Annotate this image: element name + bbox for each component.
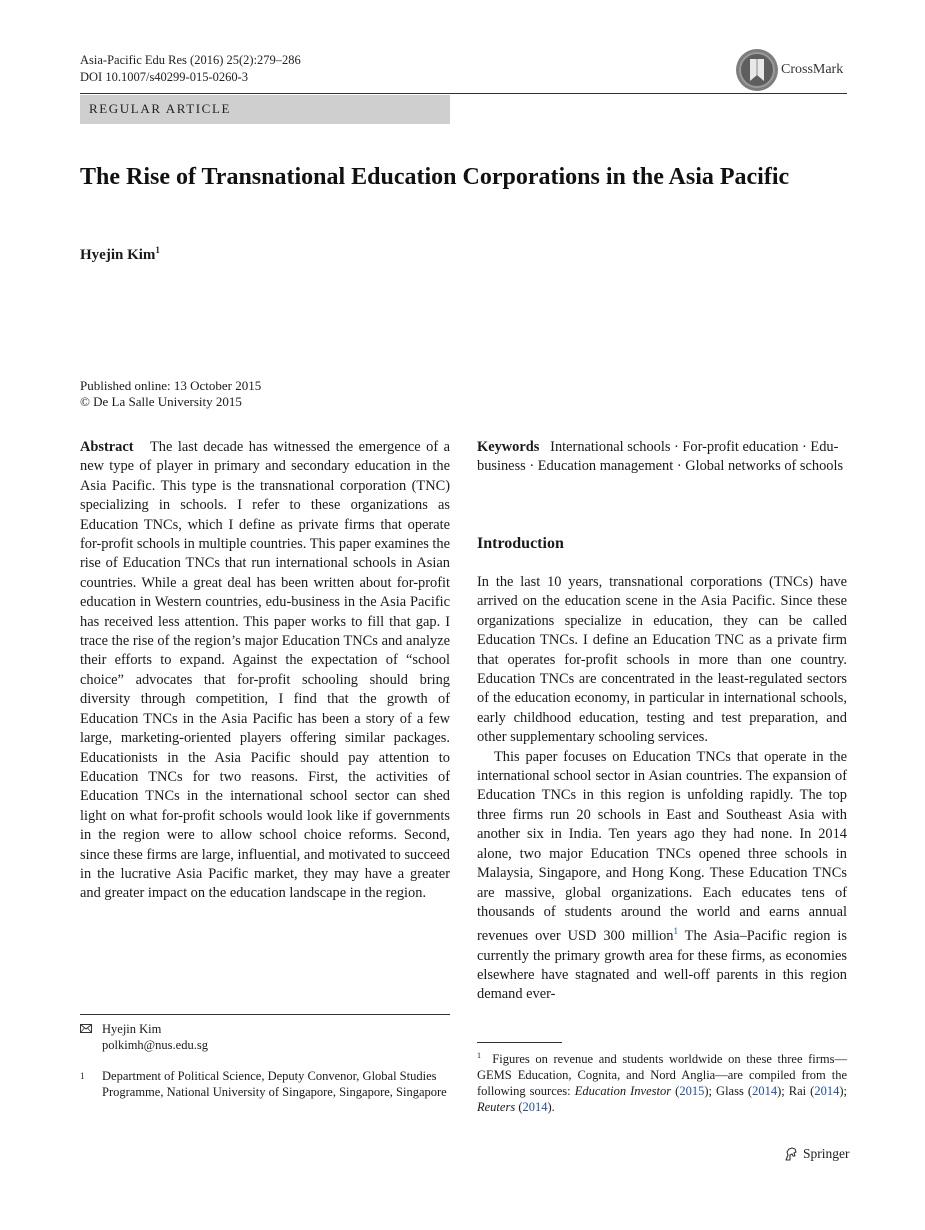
footnote-sep-2: ); Rai (: [777, 1084, 815, 1099]
doi[interactable]: DOI 10.1007/s40299-015-0260-3: [80, 70, 249, 84]
contact-name: Hyejin Kim: [102, 1022, 162, 1036]
affiliation-block: [80, 1068, 450, 1100]
journal-citation: Asia-Pacific Edu Res (2016) 25(2):279–286: [80, 53, 301, 67]
publication-info: [80, 378, 261, 410]
crossmark-label: CrossMark: [781, 62, 844, 77]
intro-paragraph-2: [477, 748, 847, 1005]
footnote-source-4: Reuters: [477, 1100, 516, 1115]
affiliation-mark: 1: [80, 1071, 85, 1081]
author-affil-mark: 1: [155, 245, 160, 255]
footnote-text: Figures on revenue and students worldwide on these three firms—GEMS Education, Cognita, and Nord Anglia—are compiled from the following sources:: [477, 1052, 848, 1099]
article-type: REGULAR ARTICLE: [89, 101, 232, 116]
contact-email[interactable]: polkimh@nus.edu.sg: [102, 1038, 208, 1052]
article-type-banner: [80, 95, 450, 124]
footnote-ref[interactable]: 1: [673, 926, 678, 937]
affiliation-text: Department of Political Science, Deputy Convenor, Global Studies Programme, National University of Singapore, Singapore, Singapore: [102, 1069, 447, 1099]
footnote-sep-3: );: [839, 1084, 847, 1099]
keywords: [477, 438, 847, 477]
article-title: The Rise of Transnational Education Corporations in the Asia Pacific: [80, 164, 790, 190]
abstract-label: Abstract: [80, 439, 134, 455]
crossmark-badge[interactable]: [735, 48, 843, 92]
footnote-year-1[interactable]: 2015: [679, 1084, 705, 1099]
footnote-source-1: Education Investor: [574, 1084, 672, 1099]
introduction-body: [477, 573, 847, 1005]
keywords-label: Keywords: [477, 439, 540, 455]
keywords-text: International schools · For-profit education · Edu-business · Education management · Global networks of schools: [477, 439, 844, 475]
footnote: $^1$ Figures on revenue and students worldwide on these three firms—GEMS Education, Cognita, and Nord Anglia—are compiled from the following sources: Education Investor (2015); Glass (2014); Rai (2014); Reuters (2014).: [477, 1051, 848, 1115]
footnote-year-4[interactable]: 2014: [522, 1100, 548, 1115]
crossmark-icon: [735, 48, 779, 92]
footnote-end: ).: [547, 1100, 555, 1115]
contact-block: [80, 1021, 450, 1053]
contact-rule: [80, 1014, 450, 1015]
intro-paragraph-1: In the last 10 years, transnational corporations (TNCs) have arrived on the education scene in the Asia Pacific. Since these organizations specialize in education, they can be called Education TNCs. I define an Education TNC as a private firm that operates for-profit schools in more than one country. Education TNCs are concentrated in the least-regulated sectors of the education economy, in particular in international schools, early childhood education, testing and test preparation, and other supplementary schooling services.: [477, 574, 847, 746]
publisher-logo: [783, 1146, 850, 1162]
footnote-year-3[interactable]: 2014: [814, 1084, 840, 1099]
copyright: © De La Salle University 2015: [80, 394, 242, 409]
intro-p2-text: This paper focuses on Education TNCs that operate in the international school sector in Asian countries. The expansion of Education TNCs in this region is unfolding rapidly. The top three firms run 20 schools in East and Southeast Asia with another six in India. Ten years ago they had none. In 2014 alone, two major Education TNCs opened three schools in Malaysia, Singapore, and Hong Kong. These Education TNCs are massive, global organizations. Each educates tens of thousands of students around the world and earns annual revenues over USD 300 million: [477, 748, 847, 945]
footnote-sep-1: ; Glass (: [708, 1084, 753, 1099]
author-name[interactable]: Hyejin Kim: [80, 247, 156, 263]
header-rule: [80, 93, 847, 94]
envelope-icon: [80, 1024, 92, 1033]
footnote-mark: 1: [477, 1051, 481, 1060]
footnote-rule: [477, 1042, 562, 1043]
introduction-heading: Introduction: [477, 535, 564, 552]
intro-p2-cont: The Asia–Pacific region is currently the primary growth area for these firms, as economies elsewhere have stagnated and well-off parents in this region demand ever-: [477, 928, 847, 1003]
publisher-name: Springer: [803, 1146, 850, 1161]
abstract: [80, 438, 450, 904]
footnote-year-2[interactable]: 2014: [752, 1084, 778, 1099]
published-online: Published online: 13 October 2015: [80, 378, 262, 393]
abstract-text: The last decade has witnessed the emergence of a new type of player in primary and secondary education in the Asia Pacific. This type is the transnational corporation (TNC) specializing in schools. I refer to these organizations as Education TNCs, which I define as private firms that operate for-profit schools in multiple countries. This paper examines the rise of Education TNCs that run international schools in Asian countries. While a great deal has been written about for-profit education in Western countries, edu-business in the Asia Pacific has received less attention. This paper works to fill that gap. I trace the rise of the region’s major Education TNCs and analyze their efforts to expand. Against the expectation of “school choice” advocates that for-profit schooling should bring diversity through competition, I find that the growth of Education TNCs in the Asia Pacific has been a story of a few large, marketing-oriented players offering similar packages. Educationists in the Asia Pacific should pay attention to Education TNCs for two reasons. First, the activities of Education TNCs in the international school sector can shed light on what for-profit schools would look like if governments in the region were to allow school choice reforms. Second, since these firms are large, influential, and motivated to succeed in the lucrative Asia Pacific market, they may have a greater and greater impact on the education landscape in the region.: [80, 439, 450, 902]
author-line: [80, 245, 160, 264]
springer-horse-icon: [783, 1146, 799, 1162]
